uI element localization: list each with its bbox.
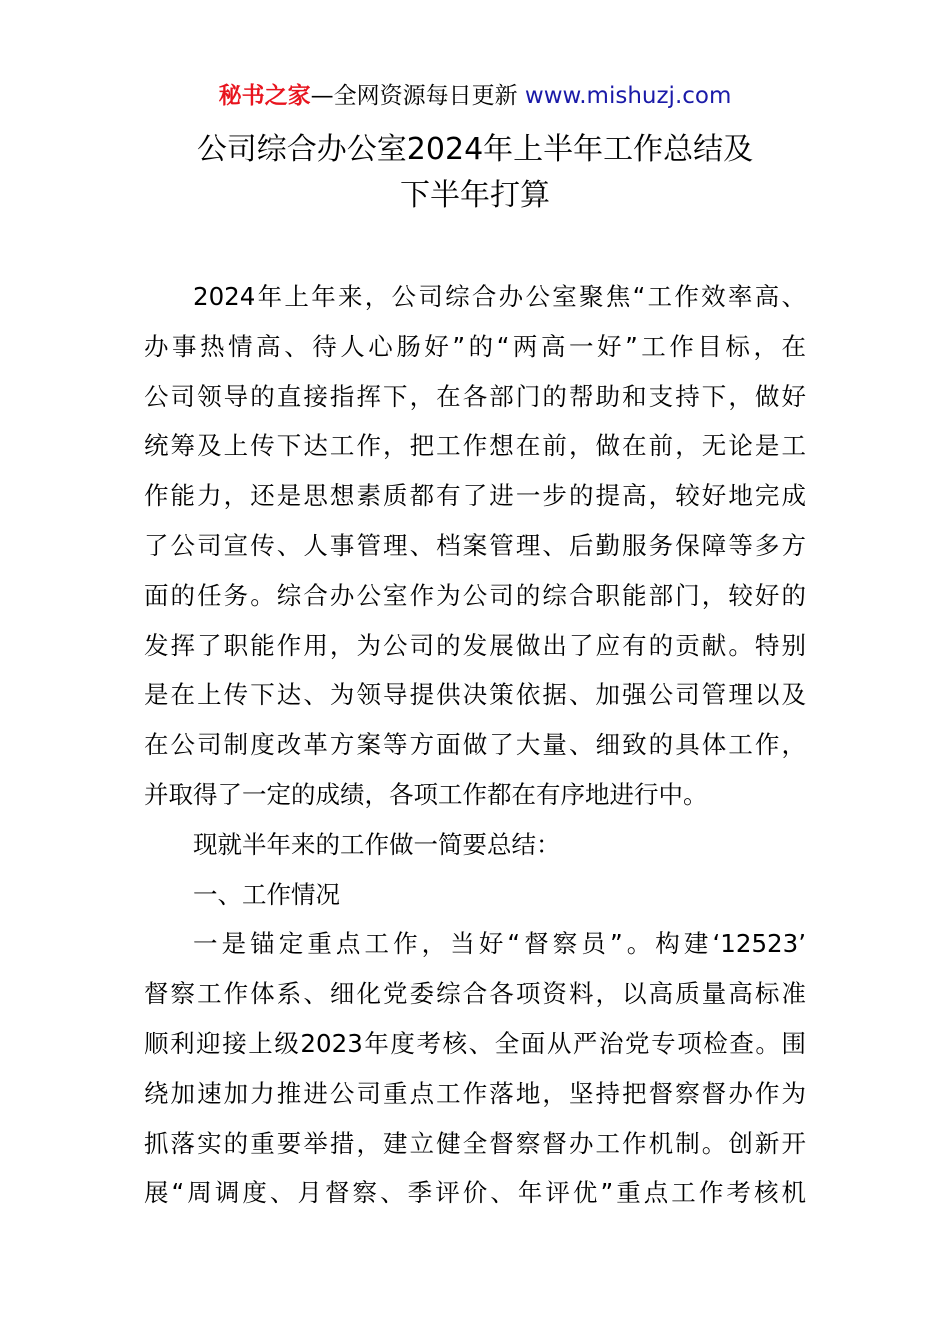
text-line: 面的任务。综合办公室作为公司的综合职能部门，较好的 (144, 580, 806, 610)
title-line-1: 公司综合办公室2024年上半年工作总结及 (196, 132, 754, 167)
text-line: 绕加速加力推进公司重点工作落地，坚持把督察督办作为 (144, 1078, 806, 1108)
text-line: 督察工作体系、细化党委综合各项资料，以高质量高标准 (144, 979, 806, 1009)
text-line: 一是锚定重点工作，当好“督察员”。构建‘12523’ (193, 929, 806, 959)
text-line: 展“周调度、月督察、季评价、年评优”重点工作考核机 (144, 1178, 806, 1208)
site-header (0, 80, 950, 112)
text-line: 并取得了一定的成绩，各项工作都在有序地进行中。 (144, 779, 708, 809)
text-line: 办事热情高、待人心肠好”的“两高一好”工作目标，在 (144, 331, 806, 361)
text-line: 顺利迎接上级2023年度考核、全面从严治党专项检查。围 (144, 1028, 806, 1058)
paragraph-key-work (144, 919, 806, 1218)
document-title (0, 127, 950, 219)
paragraph-intro (144, 272, 806, 820)
text-line: 发挥了职能作用，为公司的发展做出了应有的贡献。特别 (144, 630, 806, 660)
text-line: 是在上传下达、为领导提供决策依据、加强公司管理以及 (144, 680, 806, 710)
text-line: 在公司制度改革方案等方面做了大量、细致的具体工作， (144, 730, 806, 760)
text-line: 2024年上年来，公司综合办公室聚焦“工作效率高、 (193, 282, 806, 311)
document-body (144, 272, 806, 1218)
text-line: 作能力，还是思想素质都有了进一步的提高，较好地完成 (144, 481, 806, 511)
text-line: 统筹及上传下达工作，把工作想在前，做在前，无论是工 (144, 431, 806, 461)
paragraph-summary-lead (144, 820, 806, 870)
section-heading (144, 870, 806, 920)
text-line: 抓落实的重要举措，建立健全督察督办工作机制。创新开 (144, 1128, 806, 1158)
text-line: 现就半年来的工作做一简要总结： (193, 829, 561, 859)
brand-name: 秘书之家 (218, 83, 311, 109)
header-tagline: —全网资源每日更新 (310, 83, 518, 109)
heading-work-status: 一、工作情况 (193, 879, 340, 909)
text-line: 了公司宣传、人事管理、档案管理、后勤服务保障等多方 (144, 530, 806, 560)
text-line: 公司领导的直接指挥下，在各部门的帮助和支持下，做好 (144, 381, 806, 411)
site-url-link[interactable]: www.mishuzj.com (524, 83, 732, 109)
title-line-2: 下半年打算 (400, 178, 550, 213)
